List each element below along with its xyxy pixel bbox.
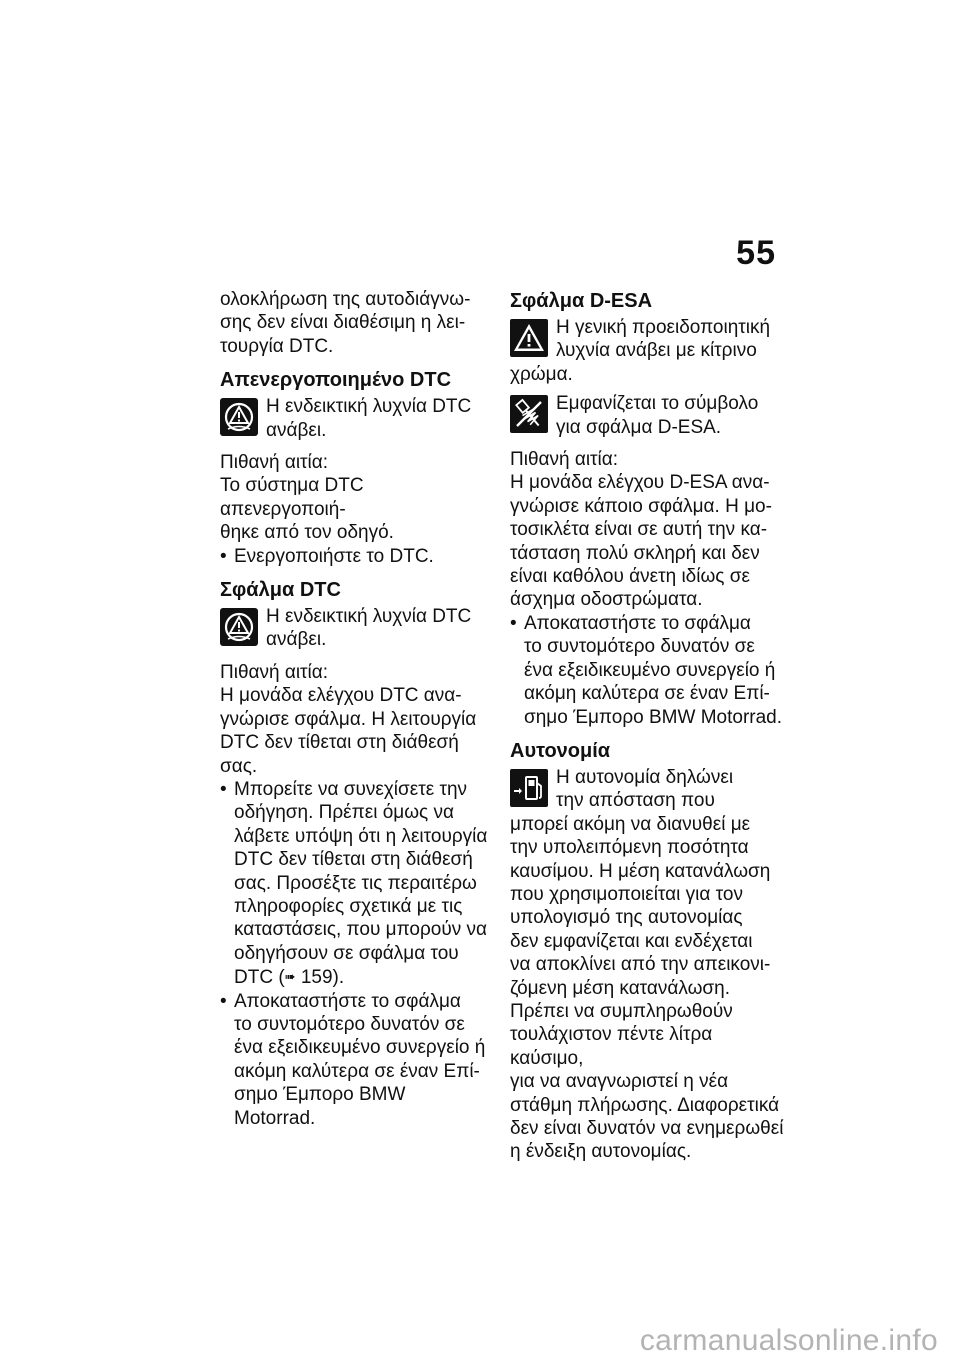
- desa-fault-icon: [510, 395, 548, 433]
- right-column: Σφάλμα D-ESA Η γενική προειδοποιητική λυχνία ανάβει με κίτρινο χρώμα. Εμφανίζεται το σύμβολο για σφάλμα D-ESA. Πιθανή αιτία: Η μονάδα ελέγχου D-ESA ανα- γνώρισε κάποιο σφάλμα. Η μο- τοσικλέτα είναι σε αυτή την κα- τάσταση πολύ σκληρή και δεν είναι καθόλου άνετη ιδίως σε άσχημα οδοστρώματα. • Αποκαταστήστε το σφάλμα το συντομότερο δυνατόν σε ένα εξειδικευμένο συνεργείο ή ακόμη καλύτερα σε έναν Επί- σημο Έμπορο BMW Motorrad. Αυτονομία Η αυτονομία δηλώνει την απόσταση που μπορεί ακόμη να διανυθεί με την υπολειπόμενη ποσότητα καυσίμου. Η μέση κατανάλωση που χρησιμοποιείται για τον υπολογισμό της αυτονομίας δεν εμφανίζεται και ενδέχεται να αποκλίνει από την απεικονι- ζόμενη μέση κατανάλωση. Πρέπει να συμπληρωθούν τουλάχιστον πέντε λίτρα καύσιμο, για να αναγνωριστεί η νέα στάθμη πλήρωσης. Διαφορετικά δεν είναι δυνατόν να ενημερωθεί η ένδειξη αυτονομίας.: [510, 290, 784, 1163]
- range-heading: Αυτονομία: [510, 739, 611, 762]
- dtc-fault-action-continue: • Μπορείτε να συνεχίσετε την οδήγηση. Πρέπει όμως να λάβετε υπόψη ότι η λειτουργία DTC δεν τίθεται στη διάθεσή σας. Προσέξτε τις περαιτέρω πληροφορίες σχετικά με τις καταστάσεις, που μπορούν να οδηγήσουν σε σφάλμα του DTC (➠ 159).: [220, 778, 490, 990]
- cause-label: Πιθανή αιτία:: [220, 661, 329, 683]
- desa-fault-cause: Η μονάδα ελέγχου D-ESA ανα- γνώρισε κάποιο σφάλμα. Η μο- τοσικλέτα είναι σε αυτή την κα- τάσταση πολύ σκληρή και δεν είναι καθόλου άνετη ιδίως σε άσχημα οδοστρώματα.: [510, 472, 772, 611]
- dtc-warning-icon: [220, 398, 258, 436]
- dtc-off-cause: Το σύστημα DTC απενεργοποιή- θηκε από τον οδηγό.: [220, 475, 394, 544]
- dtc-fault-heading: Σφάλμα DTC: [220, 579, 341, 602]
- desa-fault-heading: Σφάλμα D-ESA: [510, 290, 653, 312]
- dtc-off-heading: Απενεργοποιημένο DTC: [220, 369, 452, 392]
- range-indicator: Η αυτονομία δηλώνει την απόσταση που: [510, 766, 785, 813]
- cause-label: Πιθανή αιτία:: [510, 449, 619, 471]
- reference-arrow-icon: ➠: [284, 969, 296, 985]
- dtc-fault-indicator: Η ενδεικτική λυχνία DTC ανάβει.: [220, 605, 490, 652]
- desa-symbol-indicator: Εμφανίζεται το σύμβολο για σφάλμα D-ESA.: [510, 392, 785, 439]
- page-number: 55: [736, 234, 776, 272]
- dtc-off-indicator: Η ενδεικτική λυχνία DTC ανάβει.: [220, 395, 490, 442]
- fuel-reserve-icon: [510, 769, 548, 807]
- dtc-fault-cause: Η μονάδα ελέγχου DTC ανα- γνώρισε σφάλμα. Η λειτουργία DTC δεν τίθεται στη διάθεσή σας.: [220, 685, 477, 777]
- left-column: [220, 288, 490, 1130]
- dtc-off-action: • Ενεργοποιήστε το DTC.: [220, 545, 434, 567]
- dtc-fault-action-repair: • Αποκαταστήστε το σφάλμα το συντομότερο δυνατόν σε ένα εξειδικευμένο συνεργείο ή ακόμη καλύτερα σε έναν Επί- σημο Έμπορο BMW Motorrad.: [220, 990, 486, 1129]
- desa-fault-action: • Αποκαταστήστε το σφάλμα το συντομότερο δυνατόν σε ένα εξειδικευμένο συνεργείο ή ακόμη καλύτερα σε έναν Επί- σημο Έμπορο BMW Motorrad.: [510, 612, 783, 728]
- general-warning-icon: [510, 319, 548, 357]
- watermark: carmanualsonline.info: [639, 1324, 938, 1357]
- dtc-warning-icon: [220, 608, 258, 646]
- page-reference[interactable]: DTC (➠ 159).: [234, 967, 345, 989]
- intro-text: ολοκλήρωση της αυτοδιάγνω- σης δεν είναι διαθέσιμη η λει- τουργία DTC.: [220, 289, 471, 357]
- cause-label: Πιθανή αιτία:: [220, 452, 329, 474]
- range-description: μπορεί ακόμη να διανυθεί με την υπολειπόμενη ποσότητα καυσίμου. Η μέση κατανάλωση που χρησιμοποιείται για τον υπολογισμό της αυτονομίας δεν εμφανίζεται και ενδέχεται να αποκλίνει από την απεικονι- ζόμενη μέση κατανάλωση. Πρέπει να συμπληρωθούν τουλάχιστον πέντε λίτρα καύσιμο, για να αναγνωριστεί η νέα στάθμη πλήρωσης. Διαφορετικά δεν είναι δυνατόν να ενημερωθεί η ένδειξη αυτονομίας.: [510, 813, 784, 1163]
- general-warning-indicator: Η γενική προειδοποιητική λυχνία ανάβει με κίτρινο: [510, 316, 785, 363]
